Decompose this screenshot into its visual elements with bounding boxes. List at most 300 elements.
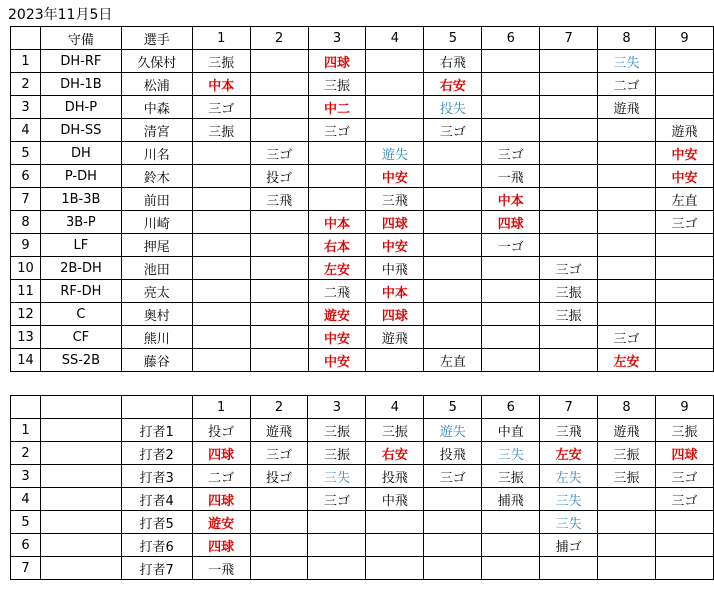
at-bat-result [366, 73, 424, 96]
at-bat-result [308, 142, 366, 165]
row-number: 13 [11, 326, 41, 349]
at-bat-result [366, 534, 424, 557]
at-bat-result: 左失 [540, 465, 598, 488]
at-bat-result: 三飛 [250, 188, 308, 211]
player-name: 川名 [121, 142, 192, 165]
at-bat-result: 遊安 [192, 511, 250, 534]
at-bat-result: 三振 [656, 419, 714, 442]
at-bat-result: 左安 [540, 442, 598, 465]
at-bat-result: 中本 [482, 188, 540, 211]
at-bat-result: 投飛 [424, 442, 482, 465]
at-bat-result: 三振 [308, 442, 366, 465]
row-number: 1 [11, 419, 41, 442]
lineup-header-cell: 9 [656, 27, 714, 50]
at-bat-result: 三振 [308, 73, 366, 96]
position-cell: CF [40, 326, 121, 349]
position-cell: 3B-P [40, 211, 121, 234]
at-bat-result [540, 165, 598, 188]
at-bat-result: 三失 [308, 465, 366, 488]
opponent-header-cell: 6 [482, 396, 540, 419]
at-bat-result [656, 534, 714, 557]
lineup-header-cell: 3 [308, 27, 366, 50]
at-bat-result [192, 142, 250, 165]
at-bat-result [250, 257, 308, 280]
opponent-header-cell: 1 [192, 396, 250, 419]
player-name: 打者6 [121, 534, 192, 557]
at-bat-result [250, 534, 308, 557]
at-bat-result [250, 488, 308, 511]
at-bat-result: 中安 [308, 326, 366, 349]
at-bat-result [366, 511, 424, 534]
at-bat-result [482, 257, 540, 280]
row-number: 5 [11, 511, 41, 534]
at-bat-result: 右飛 [424, 50, 482, 73]
at-bat-result: 右安 [424, 73, 482, 96]
at-bat-result: 四球 [482, 211, 540, 234]
opponent-row [11, 511, 714, 534]
at-bat-result: 四球 [192, 442, 250, 465]
at-bat-result: 三振 [192, 50, 250, 73]
page-title: 2023年11月5日 [8, 7, 113, 23]
at-bat-result: 三ゴ [192, 96, 250, 119]
at-bat-result: 三ゴ [598, 326, 656, 349]
at-bat-result [656, 257, 714, 280]
row-number: 10 [11, 257, 41, 280]
row-number: 12 [11, 303, 41, 326]
at-bat-result [656, 234, 714, 257]
lineup-header-row [11, 27, 714, 50]
at-bat-result: 中本 [192, 73, 250, 96]
at-bat-result: 一ゴ [482, 234, 540, 257]
at-bat-result [250, 349, 308, 372]
player-name: 打者7 [121, 557, 192, 580]
at-bat-result: 二飛 [308, 280, 366, 303]
lineup-row [11, 303, 714, 326]
at-bat-result: 一飛 [192, 557, 250, 580]
opponent-row [11, 419, 714, 442]
opponent-row [11, 557, 714, 580]
at-bat-result [424, 211, 482, 234]
position-cell: SS-2B [40, 349, 121, 372]
at-bat-result: 三ゴ [656, 211, 714, 234]
at-bat-result [482, 96, 540, 119]
at-bat-result: 三失 [540, 488, 598, 511]
at-bat-result [424, 557, 482, 580]
at-bat-result [656, 349, 714, 372]
at-bat-result [250, 326, 308, 349]
at-bat-result [192, 326, 250, 349]
at-bat-result [540, 326, 598, 349]
at-bat-result: 三ゴ [250, 442, 308, 465]
opponent-header-cell: 3 [308, 396, 366, 419]
at-bat-result [598, 557, 656, 580]
at-bat-result: 遊飛 [366, 326, 424, 349]
at-bat-result: 中安 [656, 165, 714, 188]
player-name: 川崎 [121, 211, 192, 234]
player-name: 打者4 [121, 488, 192, 511]
at-bat-result: 投ゴ [250, 165, 308, 188]
player-name: 中森 [121, 96, 192, 119]
at-bat-result [482, 119, 540, 142]
at-bat-result: 遊飛 [598, 419, 656, 442]
row-number: 9 [11, 234, 41, 257]
at-bat-result [598, 119, 656, 142]
at-bat-result: 遊飛 [250, 419, 308, 442]
at-bat-result [424, 534, 482, 557]
at-bat-result: 四球 [366, 303, 424, 326]
player-name: 前田 [121, 188, 192, 211]
at-bat-result [250, 119, 308, 142]
row-number: 2 [11, 73, 41, 96]
opponent-row [11, 442, 714, 465]
lineup-row [11, 50, 714, 73]
position-cell: DH-1B [40, 73, 121, 96]
opponent-table [10, 395, 714, 580]
at-bat-result [250, 303, 308, 326]
at-bat-result: 中飛 [366, 488, 424, 511]
player-name: 松浦 [121, 73, 192, 96]
at-bat-result: 三振 [192, 119, 250, 142]
at-bat-result [192, 280, 250, 303]
at-bat-result: 投飛 [366, 465, 424, 488]
at-bat-result [540, 119, 598, 142]
at-bat-result [424, 303, 482, 326]
at-bat-result [598, 165, 656, 188]
player-name: 押尾 [121, 234, 192, 257]
lineup-row [11, 257, 714, 280]
lineup-row [11, 211, 714, 234]
row-number: 4 [11, 119, 41, 142]
at-bat-result: 三振 [308, 419, 366, 442]
player-name: 打者2 [121, 442, 192, 465]
at-bat-result: 中安 [656, 142, 714, 165]
at-bat-result: 三ゴ [250, 142, 308, 165]
at-bat-result [250, 511, 308, 534]
at-bat-result [656, 511, 714, 534]
at-bat-result [482, 349, 540, 372]
at-bat-result [540, 188, 598, 211]
at-bat-result: 左安 [598, 349, 656, 372]
at-bat-result [366, 50, 424, 73]
at-bat-result [598, 534, 656, 557]
at-bat-result: 三振 [540, 280, 598, 303]
at-bat-result: 三失 [482, 442, 540, 465]
at-bat-result: 三飛 [366, 188, 424, 211]
at-bat-result [598, 234, 656, 257]
player-name: 亮太 [121, 280, 192, 303]
at-bat-result: 三振 [540, 303, 598, 326]
at-bat-result [540, 211, 598, 234]
lineup-row [11, 142, 714, 165]
lineup-row [11, 349, 714, 372]
position-cell: DH [40, 142, 121, 165]
at-bat-result: 中本 [366, 280, 424, 303]
lineup-header-cell: 5 [424, 27, 482, 50]
position-cell: DH-P [40, 96, 121, 119]
at-bat-result [540, 50, 598, 73]
player-name: 藤谷 [121, 349, 192, 372]
at-bat-result [250, 211, 308, 234]
at-bat-result [656, 326, 714, 349]
at-bat-result: 三失 [540, 511, 598, 534]
at-bat-result: 四球 [366, 211, 424, 234]
row-number: 3 [11, 96, 41, 119]
at-bat-result: 中二 [308, 96, 366, 119]
lineup-row [11, 73, 714, 96]
at-bat-result: 三飛 [540, 419, 598, 442]
player-name: 奥村 [121, 303, 192, 326]
at-bat-result: 三ゴ [308, 119, 366, 142]
at-bat-result: 遊飛 [656, 119, 714, 142]
opponent-header-row [11, 396, 714, 419]
at-bat-result [598, 280, 656, 303]
at-bat-result: 三振 [482, 465, 540, 488]
lineup-row [11, 96, 714, 119]
opponent-header-cell [121, 396, 192, 419]
at-bat-result [598, 511, 656, 534]
at-bat-result [540, 96, 598, 119]
at-bat-result: 三ゴ [424, 465, 482, 488]
at-bat-result: 投ゴ [192, 419, 250, 442]
at-bat-result [540, 557, 598, 580]
at-bat-result [598, 303, 656, 326]
at-bat-result [482, 326, 540, 349]
lineup-row [11, 234, 714, 257]
at-bat-result [482, 303, 540, 326]
row-number: 5 [11, 142, 41, 165]
at-bat-result [424, 280, 482, 303]
player-name: 鈴木 [121, 165, 192, 188]
at-bat-result: 遊失 [366, 142, 424, 165]
at-bat-result [424, 511, 482, 534]
at-bat-result: 一飛 [482, 165, 540, 188]
lineup-row [11, 280, 714, 303]
at-bat-result [250, 557, 308, 580]
at-bat-result [366, 557, 424, 580]
row-number: 7 [11, 557, 41, 580]
at-bat-result: 三ゴ [424, 119, 482, 142]
at-bat-result [424, 326, 482, 349]
lineup-header-cell [11, 27, 41, 50]
at-bat-result: 投失 [424, 96, 482, 119]
at-bat-result [424, 142, 482, 165]
lineup-header-cell: 守備 [40, 27, 121, 50]
at-bat-result [192, 349, 250, 372]
at-bat-result: 捕飛 [482, 488, 540, 511]
at-bat-result [250, 280, 308, 303]
row-number: 8 [11, 211, 41, 234]
opponent-row [11, 465, 714, 488]
at-bat-result [482, 557, 540, 580]
row-number: 6 [11, 534, 41, 557]
at-bat-result [192, 188, 250, 211]
position-cell: 2B-DH [40, 257, 121, 280]
at-bat-result: 中飛 [366, 257, 424, 280]
opponent-row [11, 488, 714, 511]
position-cell: LF [40, 234, 121, 257]
lineup-row [11, 326, 714, 349]
at-bat-result: 四球 [308, 50, 366, 73]
position-cell [40, 488, 121, 511]
at-bat-result: 左安 [308, 257, 366, 280]
at-bat-result [366, 349, 424, 372]
position-cell [40, 557, 121, 580]
at-bat-result: 遊安 [308, 303, 366, 326]
lineup-header-cell: 4 [366, 27, 424, 50]
at-bat-result [424, 188, 482, 211]
opponent-header-cell: 4 [366, 396, 424, 419]
position-cell [40, 419, 121, 442]
row-number: 2 [11, 442, 41, 465]
row-number: 14 [11, 349, 41, 372]
position-cell: RF-DH [40, 280, 121, 303]
lineup-header-cell: 7 [540, 27, 598, 50]
at-bat-result [598, 188, 656, 211]
position-cell: 1B-3B [40, 188, 121, 211]
at-bat-result [482, 50, 540, 73]
at-bat-result [656, 303, 714, 326]
at-bat-result [424, 165, 482, 188]
at-bat-result [192, 211, 250, 234]
at-bat-result [308, 557, 366, 580]
at-bat-result [250, 234, 308, 257]
at-bat-result: 右本 [308, 234, 366, 257]
at-bat-result: 四球 [192, 534, 250, 557]
at-bat-result: 四球 [656, 442, 714, 465]
at-bat-result: 四球 [192, 488, 250, 511]
opponent-header-cell: 9 [656, 396, 714, 419]
at-bat-result: 三ゴ [656, 488, 714, 511]
at-bat-result [308, 511, 366, 534]
at-bat-result: 捕ゴ [540, 534, 598, 557]
at-bat-result [598, 142, 656, 165]
player-name: 池田 [121, 257, 192, 280]
at-bat-result [366, 96, 424, 119]
at-bat-result [482, 534, 540, 557]
at-bat-result [424, 234, 482, 257]
position-cell: P-DH [40, 165, 121, 188]
lineup-header-cell: 6 [482, 27, 540, 50]
at-bat-result [656, 73, 714, 96]
at-bat-result: 中直 [482, 419, 540, 442]
at-bat-result: 三ゴ [656, 465, 714, 488]
opponent-header-cell: 2 [250, 396, 308, 419]
row-number: 6 [11, 165, 41, 188]
at-bat-result: 左直 [656, 188, 714, 211]
position-cell: DH-SS [40, 119, 121, 142]
position-cell [40, 511, 121, 534]
at-bat-result [250, 96, 308, 119]
player-name: 打者3 [121, 465, 192, 488]
at-bat-result [192, 303, 250, 326]
opponent-header-cell [40, 396, 121, 419]
at-bat-result [192, 234, 250, 257]
at-bat-result [482, 511, 540, 534]
player-name: 久保村 [121, 50, 192, 73]
at-bat-result: 中安 [366, 234, 424, 257]
lineup-header-cell: 2 [250, 27, 308, 50]
player-name: 熊川 [121, 326, 192, 349]
at-bat-result: 遊飛 [598, 96, 656, 119]
at-bat-result [250, 50, 308, 73]
at-bat-result [308, 188, 366, 211]
position-cell: C [40, 303, 121, 326]
at-bat-result: 三振 [366, 419, 424, 442]
row-number: 1 [11, 50, 41, 73]
at-bat-result [656, 50, 714, 73]
lineup-header-cell: 8 [598, 27, 656, 50]
at-bat-result: 三ゴ [540, 257, 598, 280]
at-bat-result [540, 234, 598, 257]
lineup-header-cell: 選手 [121, 27, 192, 50]
at-bat-result [540, 73, 598, 96]
position-cell: DH-RF [40, 50, 121, 73]
at-bat-result [540, 142, 598, 165]
at-bat-result: 三失 [598, 50, 656, 73]
row-number: 4 [11, 488, 41, 511]
at-bat-result: 二ゴ [598, 73, 656, 96]
opponent-header-cell: 5 [424, 396, 482, 419]
lineup-row [11, 119, 714, 142]
at-bat-result [424, 257, 482, 280]
at-bat-result [308, 165, 366, 188]
at-bat-result [656, 557, 714, 580]
at-bat-result: 遊失 [424, 419, 482, 442]
at-bat-result: 中安 [366, 165, 424, 188]
player-name: 打者5 [121, 511, 192, 534]
row-number: 3 [11, 465, 41, 488]
row-number: 11 [11, 280, 41, 303]
at-bat-result [598, 257, 656, 280]
at-bat-result [308, 534, 366, 557]
at-bat-result [540, 349, 598, 372]
lineup-row [11, 188, 714, 211]
at-bat-result [482, 280, 540, 303]
lineup-header-cell: 1 [192, 27, 250, 50]
at-bat-result [656, 96, 714, 119]
opponent-header-cell [11, 396, 41, 419]
opponent-header-cell: 7 [540, 396, 598, 419]
at-bat-result [192, 165, 250, 188]
row-number: 7 [11, 188, 41, 211]
at-bat-result: 中安 [308, 349, 366, 372]
at-bat-result: 三振 [598, 465, 656, 488]
at-bat-result [424, 488, 482, 511]
player-name: 打者1 [121, 419, 192, 442]
at-bat-result [656, 280, 714, 303]
at-bat-result [192, 257, 250, 280]
at-bat-result: 右安 [366, 442, 424, 465]
at-bat-result [250, 73, 308, 96]
at-bat-result [482, 73, 540, 96]
at-bat-result [598, 211, 656, 234]
position-cell [40, 465, 121, 488]
at-bat-result: 三振 [598, 442, 656, 465]
at-bat-result: 二ゴ [192, 465, 250, 488]
position-cell [40, 534, 121, 557]
at-bat-result: 三ゴ [308, 488, 366, 511]
at-bat-result [598, 488, 656, 511]
position-cell [40, 442, 121, 465]
at-bat-result: 投ゴ [250, 465, 308, 488]
at-bat-result: 三ゴ [482, 142, 540, 165]
opponent-row [11, 534, 714, 557]
player-name: 清宮 [121, 119, 192, 142]
at-bat-result: 中本 [308, 211, 366, 234]
at-bat-result [366, 119, 424, 142]
lineup-row [11, 165, 714, 188]
at-bat-result: 左直 [424, 349, 482, 372]
